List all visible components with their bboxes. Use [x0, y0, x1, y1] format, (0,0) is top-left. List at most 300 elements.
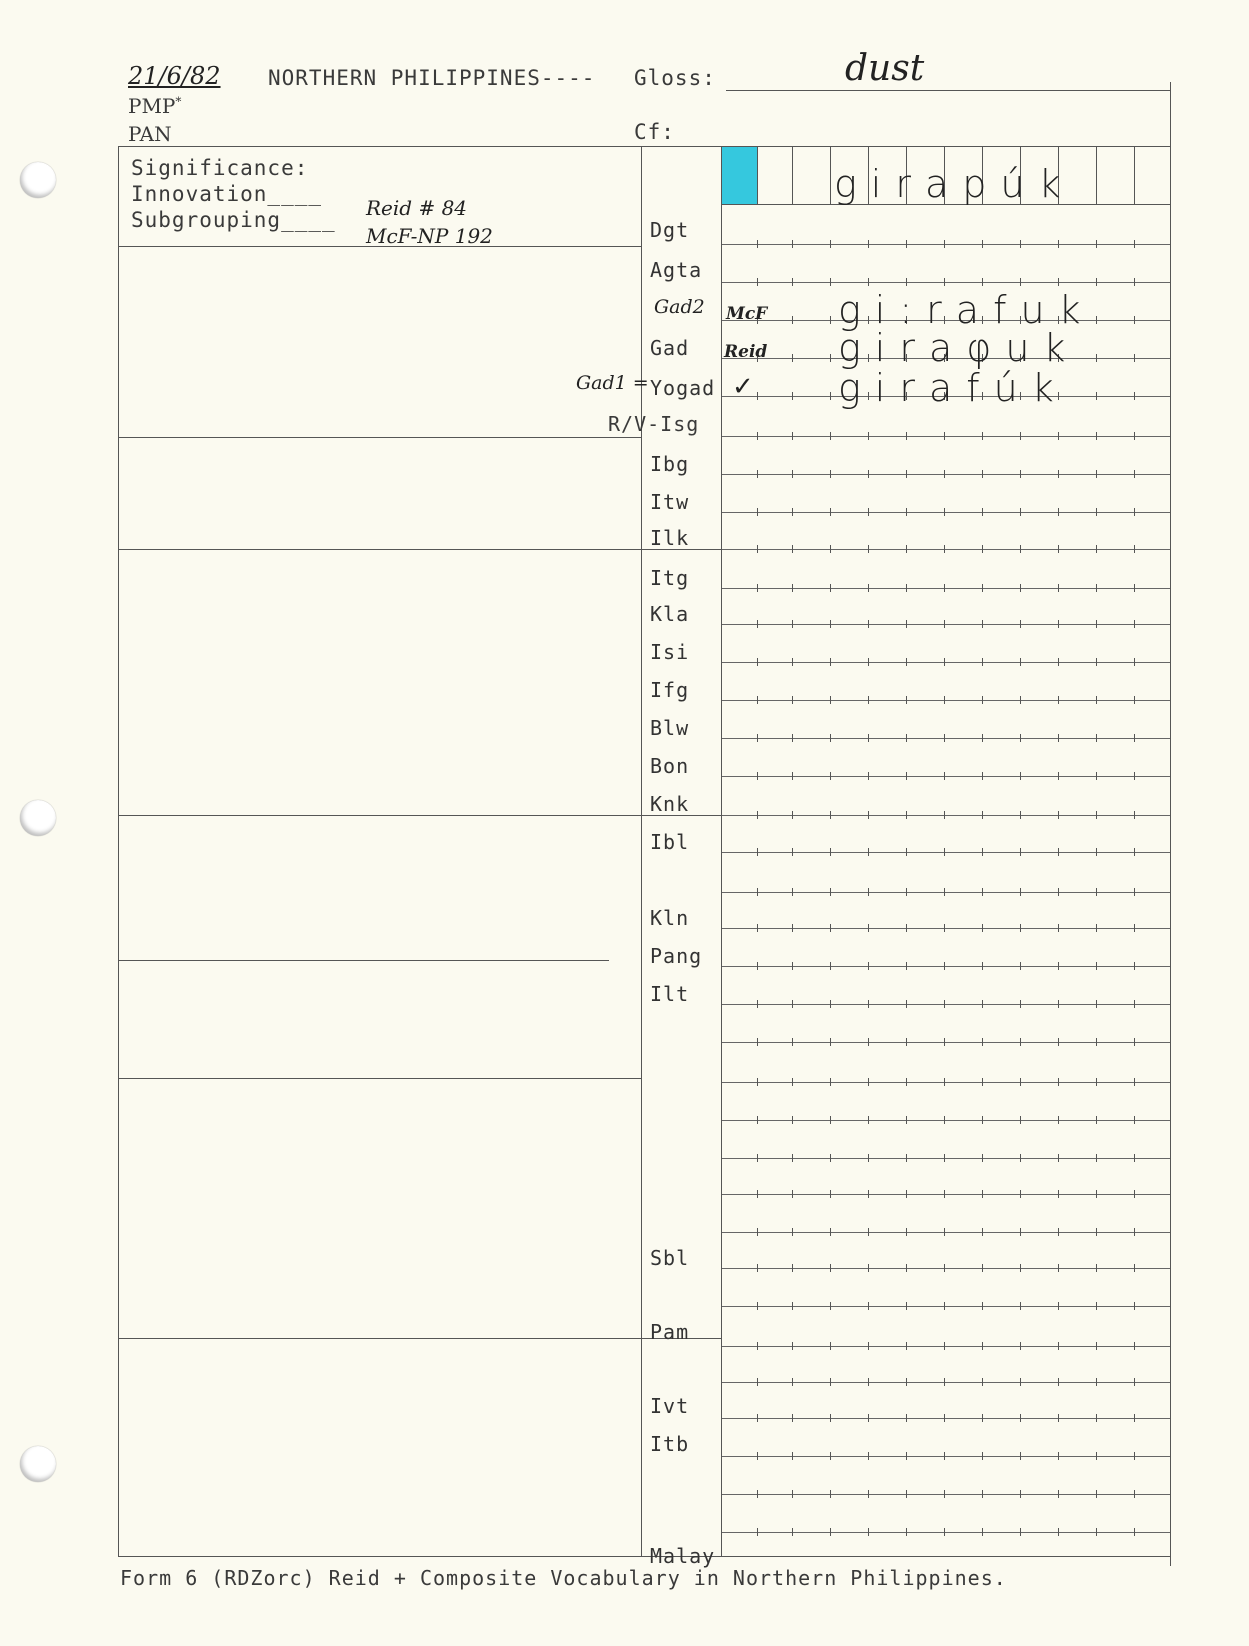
row-tick [944, 545, 945, 553]
row-tick [982, 1452, 983, 1460]
row-tick [1058, 1302, 1059, 1310]
innovation-label: Innovation____ [131, 182, 323, 206]
row-tick [982, 696, 983, 704]
gloss-value: dust [845, 48, 925, 89]
row-tick [944, 1302, 945, 1310]
row-tick [830, 545, 831, 553]
row-tick [944, 1190, 945, 1198]
row-tick [1020, 772, 1021, 780]
row-tick [1096, 696, 1097, 704]
section-divider-3 [118, 815, 721, 816]
row-tick [982, 1490, 983, 1498]
gloss-underline [726, 90, 1171, 91]
row-tick [1020, 1302, 1021, 1310]
row-tick [1096, 392, 1097, 400]
grid-cell-line [792, 147, 793, 204]
entry-row-line [722, 1120, 1170, 1121]
lang-gad1-prefix: Gad1 = [576, 372, 649, 394]
row-tick [1096, 1000, 1097, 1008]
row-tick [1096, 1342, 1097, 1350]
entry-row-line [722, 588, 1170, 589]
row-tick [944, 240, 945, 248]
row-tick [1134, 1116, 1135, 1124]
lang-dgt: Dgt [650, 218, 690, 242]
row-tick [982, 734, 983, 742]
row-tick [1096, 470, 1097, 478]
row-tick [1134, 278, 1135, 286]
row-tick [830, 620, 831, 628]
row-tick [1020, 1228, 1021, 1236]
entry-row-line [722, 474, 1170, 475]
row-tick [982, 1302, 983, 1310]
row-tick [830, 354, 831, 362]
row-tick [830, 1490, 831, 1498]
row-tick [868, 848, 869, 856]
row-tick [830, 1116, 831, 1124]
row-tick [1058, 1038, 1059, 1046]
row-tick [757, 848, 758, 856]
binder-hole-middle [20, 800, 56, 836]
row-tick [792, 1264, 793, 1272]
page-title: NORTHERN PHILIPPINES---- [268, 66, 596, 90]
lang-malay: Malay [650, 1544, 716, 1568]
row-tick [906, 1116, 907, 1124]
row-tick [868, 658, 869, 666]
row-tick [792, 1378, 793, 1386]
section-divider-1 [118, 437, 641, 438]
lang-kln: Kln [650, 906, 690, 930]
row-tick [944, 432, 945, 440]
row-tick [1020, 278, 1021, 286]
row-tick [1134, 1228, 1135, 1236]
row-tick [1058, 1452, 1059, 1460]
source-reid: Reid [724, 342, 768, 362]
row-tick [982, 888, 983, 896]
row-tick [906, 470, 907, 478]
row-tick [906, 734, 907, 742]
row-tick [1058, 1528, 1059, 1536]
row-tick [944, 584, 945, 592]
row-tick [982, 962, 983, 970]
row-tick [868, 240, 869, 248]
row-tick [757, 1038, 758, 1046]
row-tick [868, 432, 869, 440]
lang-yogad: Yogad [650, 376, 716, 400]
row-tick [906, 508, 907, 516]
row-tick [1096, 620, 1097, 628]
gloss-label: Gloss: [634, 66, 716, 90]
row-tick [982, 1528, 983, 1536]
row-tick [868, 1378, 869, 1386]
row-tick [906, 1228, 907, 1236]
entry-row-line [722, 662, 1170, 663]
row-tick [1058, 772, 1059, 780]
row-tick [1134, 772, 1135, 780]
row-tick [1096, 1228, 1097, 1236]
row-tick [792, 734, 793, 742]
frame-left [118, 146, 119, 1556]
row-tick [906, 278, 907, 286]
row-tick [1058, 888, 1059, 896]
row-tick [1058, 432, 1059, 440]
row-tick [982, 508, 983, 516]
section-divider-5 [118, 1078, 641, 1079]
row-tick [757, 1078, 758, 1086]
row-tick [982, 1228, 983, 1236]
row-tick [792, 1490, 793, 1498]
row-tick [1020, 811, 1021, 819]
row-tick [1020, 545, 1021, 553]
entry-row-line [722, 512, 1170, 513]
row-tick [792, 545, 793, 553]
row-tick [944, 1452, 945, 1460]
row-tick [1134, 1154, 1135, 1162]
row-tick [906, 696, 907, 704]
frame-bottom [118, 1556, 1170, 1557]
row-tick [1134, 962, 1135, 970]
row-tick [1020, 1078, 1021, 1086]
row-tick [757, 1228, 758, 1236]
row-tick [906, 1190, 907, 1198]
row-tick [1096, 584, 1097, 592]
row-tick [1058, 1414, 1059, 1422]
row-tick [1058, 240, 1059, 248]
row-tick [906, 1264, 907, 1272]
row-tick [1134, 811, 1135, 819]
row-tick [944, 734, 945, 742]
row-tick [1020, 1116, 1021, 1124]
entry-row-line [722, 436, 1170, 437]
row-tick [1058, 620, 1059, 628]
row-tick [1134, 1264, 1135, 1272]
row-tick [944, 924, 945, 932]
row-tick [757, 1528, 758, 1536]
row-tick [944, 1038, 945, 1046]
row-tick [982, 545, 983, 553]
row-tick [906, 1452, 907, 1460]
row-tick [1134, 1414, 1135, 1422]
lang-gad2: Gad2 [654, 296, 705, 318]
row-tick [1134, 1490, 1135, 1498]
row-tick [982, 240, 983, 248]
row-tick [944, 811, 945, 819]
row-tick [868, 545, 869, 553]
row-tick [868, 278, 869, 286]
row-tick [1134, 508, 1135, 516]
row-tick [1134, 354, 1135, 362]
row-tick [1134, 696, 1135, 704]
row-tick [830, 848, 831, 856]
row-tick [1020, 962, 1021, 970]
row-tick [906, 545, 907, 553]
row-tick [830, 470, 831, 478]
lang-itw: Itw [650, 490, 690, 514]
row-tick [868, 1302, 869, 1310]
row-tick [792, 848, 793, 856]
row-tick [830, 1078, 831, 1086]
row-tick [757, 1342, 758, 1350]
row-tick [792, 1342, 793, 1350]
row-tick [1020, 432, 1021, 440]
significance-divider [118, 246, 641, 247]
row-tick [944, 1342, 945, 1350]
row-tick [757, 470, 758, 478]
row-tick [1134, 240, 1135, 248]
row-tick [1096, 1414, 1097, 1422]
row-tick [1096, 1038, 1097, 1046]
row-tick [1096, 811, 1097, 819]
entry-row-line [722, 776, 1170, 777]
row-tick [944, 1000, 945, 1008]
row-tick [944, 888, 945, 896]
row-tick [1134, 734, 1135, 742]
row-tick [982, 1264, 983, 1272]
row-tick [1020, 1452, 1021, 1460]
lang-ilk: Ilk [650, 526, 690, 550]
row-tick [792, 1154, 793, 1162]
row-tick [1058, 924, 1059, 932]
row-tick [792, 240, 793, 248]
subgrouping-label: Subgrouping____ [131, 208, 336, 232]
row-tick [1096, 962, 1097, 970]
entry-row-line [722, 892, 1170, 893]
row-tick [982, 772, 983, 780]
entry-row-line [722, 928, 1170, 929]
row-tick [1134, 620, 1135, 628]
row-tick [868, 1116, 869, 1124]
row-tick [982, 1116, 983, 1124]
entry-row-line [722, 1494, 1170, 1495]
row-tick [830, 1452, 831, 1460]
row-tick [1096, 888, 1097, 896]
row-tick [792, 470, 793, 478]
row-tick [1020, 1000, 1021, 1008]
row-tick [868, 962, 869, 970]
row-tick [982, 848, 983, 856]
row-tick [944, 1528, 945, 1536]
row-tick [830, 811, 831, 819]
lang-ifg: Ifg [650, 678, 690, 702]
entry-row-line [722, 244, 1170, 245]
entry-row-line [722, 1382, 1170, 1383]
row-tick [868, 888, 869, 896]
significance-title: Significance: [131, 156, 309, 180]
lang-pam: Pam [650, 1320, 690, 1344]
lang-kla: Kla [650, 602, 690, 626]
row-tick [944, 848, 945, 856]
row-tick [906, 811, 907, 819]
row-tick [1058, 1116, 1059, 1124]
row-tick [792, 1000, 793, 1008]
row-tick [1020, 508, 1021, 516]
row-tick [792, 696, 793, 704]
row-tick [868, 1038, 869, 1046]
row-tick [868, 1264, 869, 1272]
lang-itb: Itb [650, 1432, 690, 1456]
row-tick [757, 696, 758, 704]
row-tick [868, 1528, 869, 1536]
row-tick [792, 1116, 793, 1124]
top-entry-form: girapúk [834, 162, 1075, 206]
row-tick [830, 278, 831, 286]
row-tick [1020, 1528, 1021, 1536]
row-tick [757, 1490, 758, 1498]
grid-cell-line [757, 147, 758, 204]
row-tick [982, 1154, 983, 1162]
row-tick [982, 1038, 983, 1046]
row-tick [944, 1154, 945, 1162]
row-tick [1020, 1154, 1021, 1162]
row-tick [1020, 620, 1021, 628]
row-tick [757, 584, 758, 592]
row-tick [868, 924, 869, 932]
section-divider-4 [118, 960, 609, 961]
row-tick [982, 1414, 983, 1422]
row-tick [1134, 470, 1135, 478]
lang-sbl: Sbl [650, 1246, 690, 1270]
row-tick [757, 1154, 758, 1162]
grid-cell-line [1134, 147, 1135, 204]
row-tick [944, 1490, 945, 1498]
row-tick [982, 620, 983, 628]
row-tick [1096, 924, 1097, 932]
row-tick [1096, 316, 1097, 324]
row-tick [906, 1154, 907, 1162]
row-tick [1020, 470, 1021, 478]
row-tick [1134, 584, 1135, 592]
row-tick [1134, 316, 1135, 324]
entry-row-line [722, 966, 1170, 967]
lang-ilt: Ilt [650, 982, 690, 1006]
row-tick [906, 1528, 907, 1536]
row-tick [757, 1190, 758, 1198]
row-tick [1096, 1452, 1097, 1460]
section-divider-2 [118, 549, 721, 550]
row-tick [944, 1116, 945, 1124]
row-tick [982, 584, 983, 592]
row-tick [1134, 1038, 1135, 1046]
row-tick [757, 432, 758, 440]
row-tick [944, 508, 945, 516]
row-tick [1020, 848, 1021, 856]
lang-itg: Itg [650, 566, 690, 590]
row-tick [757, 392, 758, 400]
row-tick [1020, 696, 1021, 704]
entry-row-line [722, 624, 1170, 625]
row-tick [1058, 1264, 1059, 1272]
row-tick [1058, 1378, 1059, 1386]
row-tick [830, 1378, 831, 1386]
row-tick [1134, 888, 1135, 896]
row-tick [944, 962, 945, 970]
cf-label: Cf: [634, 120, 675, 144]
row-tick [944, 1378, 945, 1386]
row-tick [792, 584, 793, 592]
row-tick [868, 1228, 869, 1236]
row-tick [1096, 432, 1097, 440]
row-tick [1058, 508, 1059, 516]
row-tick [1134, 1528, 1135, 1536]
yogad-form: girafúk [838, 366, 1068, 410]
row-tick [1096, 1190, 1097, 1198]
row-tick [757, 962, 758, 970]
row-tick [830, 1228, 831, 1236]
row-tick [757, 1414, 758, 1422]
row-tick [982, 1190, 983, 1198]
pmp-label: PMP* [128, 94, 182, 118]
row-tick [1096, 1264, 1097, 1272]
entry-row-line [722, 1004, 1170, 1005]
entry-row-line [722, 1532, 1170, 1533]
row-tick [830, 508, 831, 516]
binder-hole-bottom [20, 1446, 56, 1482]
row-tick [757, 278, 758, 286]
gad2-form: gi:rafuk [838, 288, 1095, 332]
entry-row-line [722, 1082, 1170, 1083]
row-tick [1058, 1190, 1059, 1198]
row-tick [1020, 888, 1021, 896]
row-tick [982, 470, 983, 478]
row-tick [1096, 848, 1097, 856]
row-tick [1020, 1038, 1021, 1046]
row-tick [757, 620, 758, 628]
row-tick [830, 392, 831, 400]
row-tick [830, 772, 831, 780]
row-tick [868, 1154, 869, 1162]
row-tick [1134, 545, 1135, 553]
lang-isi: Isi [650, 640, 690, 664]
row-tick [1096, 658, 1097, 666]
row-tick [830, 1414, 831, 1422]
row-tick [982, 1078, 983, 1086]
lang-agta: Agta [650, 258, 703, 282]
entry-row-line [722, 549, 1170, 550]
row-tick [792, 962, 793, 970]
row-tick [1096, 1490, 1097, 1498]
row-tick [792, 1038, 793, 1046]
row-tick [1058, 545, 1059, 553]
lang-gad: Gad [650, 336, 690, 360]
row-tick [830, 734, 831, 742]
row-tick [830, 888, 831, 896]
row-tick [1058, 1228, 1059, 1236]
row-tick [1134, 1342, 1135, 1350]
lang-ibl: Ibl [650, 830, 690, 854]
row-tick [1020, 1264, 1021, 1272]
row-tick [830, 696, 831, 704]
row-tick [1058, 1154, 1059, 1162]
row-tick [1096, 545, 1097, 553]
row-tick [830, 1038, 831, 1046]
highlight-cell [722, 147, 757, 204]
row-tick [1058, 1000, 1059, 1008]
row-tick [1096, 508, 1097, 516]
row-tick [906, 1078, 907, 1086]
row-tick [830, 1302, 831, 1310]
row-tick [1058, 584, 1059, 592]
grid-cell-line [1096, 147, 1097, 204]
entry-row-line [722, 282, 1170, 283]
row-tick [830, 924, 831, 932]
row-tick [868, 734, 869, 742]
row-tick [944, 1228, 945, 1236]
section-divider-6 [118, 1338, 721, 1339]
row-tick [1096, 1528, 1097, 1536]
row-tick [757, 1302, 758, 1310]
entry-row-line [722, 852, 1170, 853]
row-tick [1096, 354, 1097, 362]
row-tick [830, 658, 831, 666]
